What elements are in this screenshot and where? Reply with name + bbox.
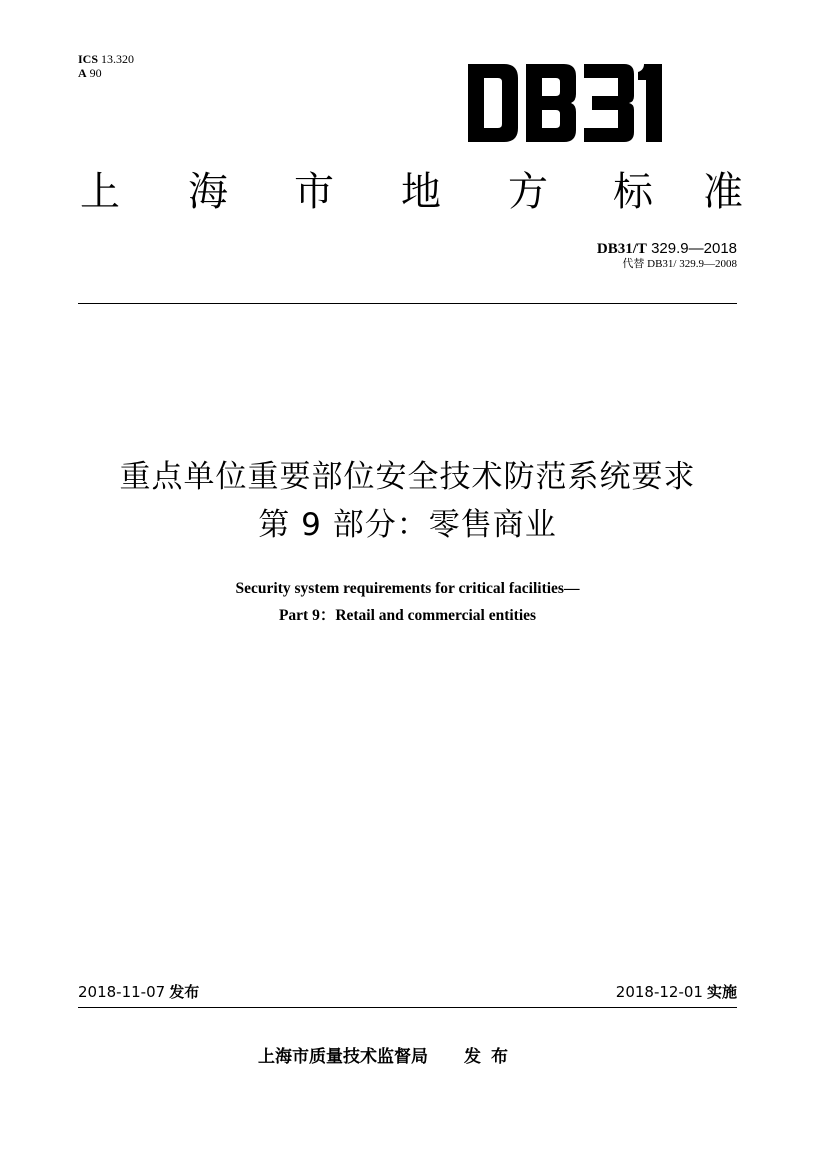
- replaces-note: 代替 DB31/ 329.9—2008: [622, 258, 737, 270]
- en-title-line2: Part 9：Retail and commercial entities: [278, 607, 537, 624]
- ccs-label: A: [78, 66, 87, 80]
- effective-date-value: 2018-12-01: [615, 983, 703, 1001]
- standard-type-char: 标: [613, 169, 653, 215]
- standard-type-title: [78, 168, 743, 218]
- standard-number-block: [597, 240, 737, 271]
- footer-divider: [78, 1007, 737, 1008]
- issue-date-value: 2018-11-07: [78, 983, 166, 1001]
- effective-label: 实施: [706, 983, 737, 1001]
- standard-type-char: 上: [80, 169, 120, 215]
- standard-type-char: 海: [188, 169, 228, 215]
- standard-code: 329.9—2018: [651, 240, 737, 257]
- cn-title-line1: 重点单位重要部位安全技术防范系统要求: [119, 459, 696, 495]
- issue-label: 发布: [169, 983, 200, 1001]
- db31-logo: [468, 64, 692, 142]
- issue-date: [78, 982, 199, 1002]
- standard-type-char: 市: [294, 169, 334, 215]
- issuer-action: 发布: [464, 1047, 518, 1067]
- standard-type-char: 地: [401, 169, 441, 215]
- effective-date: [616, 982, 737, 1002]
- standard-type-char: 准: [703, 169, 743, 215]
- ccs-line: [78, 66, 134, 80]
- en-title-line1: Security system requirements for critical facilities—: [235, 580, 580, 597]
- ccs-code: 90: [89, 66, 102, 80]
- classification-codes: [78, 52, 134, 80]
- standard-type-char: 方: [508, 169, 548, 215]
- ics-code: 13.320: [101, 52, 135, 66]
- issuer-line: [258, 1046, 518, 1068]
- standard-prefix: DB31/T: [596, 241, 647, 257]
- cn-title-line2: 第 9 部分：零售商业: [258, 507, 557, 543]
- standard-number: [597, 240, 737, 258]
- header-divider: [78, 303, 737, 304]
- issuer-name: 上海市质量技术监督局: [258, 1047, 428, 1067]
- ics-line: [78, 52, 134, 66]
- ics-label: ICS: [78, 52, 99, 66]
